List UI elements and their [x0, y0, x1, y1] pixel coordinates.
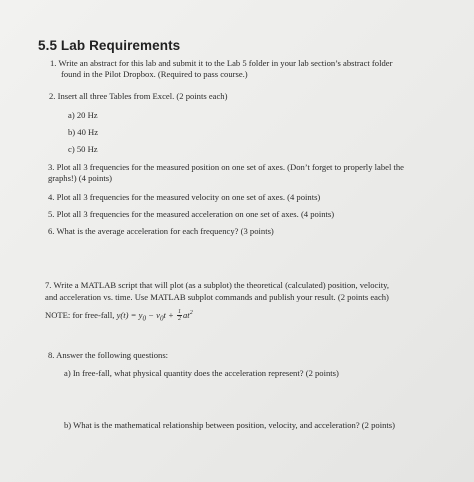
- question-1-line-1: 1. Write an abstract for this lab and submit it to the Lab 5 folder in your lab section’s abstract folder: [50, 58, 393, 68]
- question-7-note: [45, 308, 193, 325]
- section-heading: 5.5 Lab Requirements: [38, 38, 181, 53]
- question-2c: c) 50 Hz: [68, 144, 98, 154]
- question-5: 5. Plot all 3 frequencies for the measured acceleration on one set of axes. (4 points): [48, 209, 335, 219]
- question-2a: a) 20 Hz: [68, 110, 98, 120]
- question-8: 8. Answer the following questions:: [48, 350, 169, 360]
- note-label: NOTE: for free-fall,: [45, 309, 115, 320]
- question-7-line-1: 7. Write a MATLAB script that will plot (as a subplot) the theoretical (calculated) position, velocity,: [45, 280, 390, 290]
- question-2b: b) 40 Hz: [68, 127, 99, 137]
- question-3-line-1: 3. Plot all 3 frequencies for the measured position on one set of axes. (Don’t forget to properly label the: [48, 162, 404, 172]
- question-2: 2. Insert all three Tables from Excel. (2 points each): [49, 91, 228, 101]
- question-3-line-2: graphs!) (4 points): [48, 173, 112, 183]
- question-6: 6. What is the average acceleration for each frequency? (3 points): [48, 226, 274, 236]
- free-fall-equation: $y(t) = y_0 - v_0t$ + $\frac{1}{2}$ $at^2$: [116, 309, 193, 323]
- question-8b: b) What is the mathematical relationship between position, velocity, and acceleration? (2 points): [64, 420, 395, 430]
- question-1-line-2: found in the Pilot Dropbox. (Required to pass course.): [61, 69, 248, 79]
- question-7-line-2: and acceleration vs. time. Use MATLAB subplot commands and publish your result. (2 points each): [45, 292, 389, 302]
- question-4: 4. Plot all 3 frequencies for the measured velocity on one set of axes. (4 points): [48, 192, 321, 202]
- question-8a: a) In free-fall, what physical quantity does the acceleration represent? (2 points): [64, 368, 339, 378]
